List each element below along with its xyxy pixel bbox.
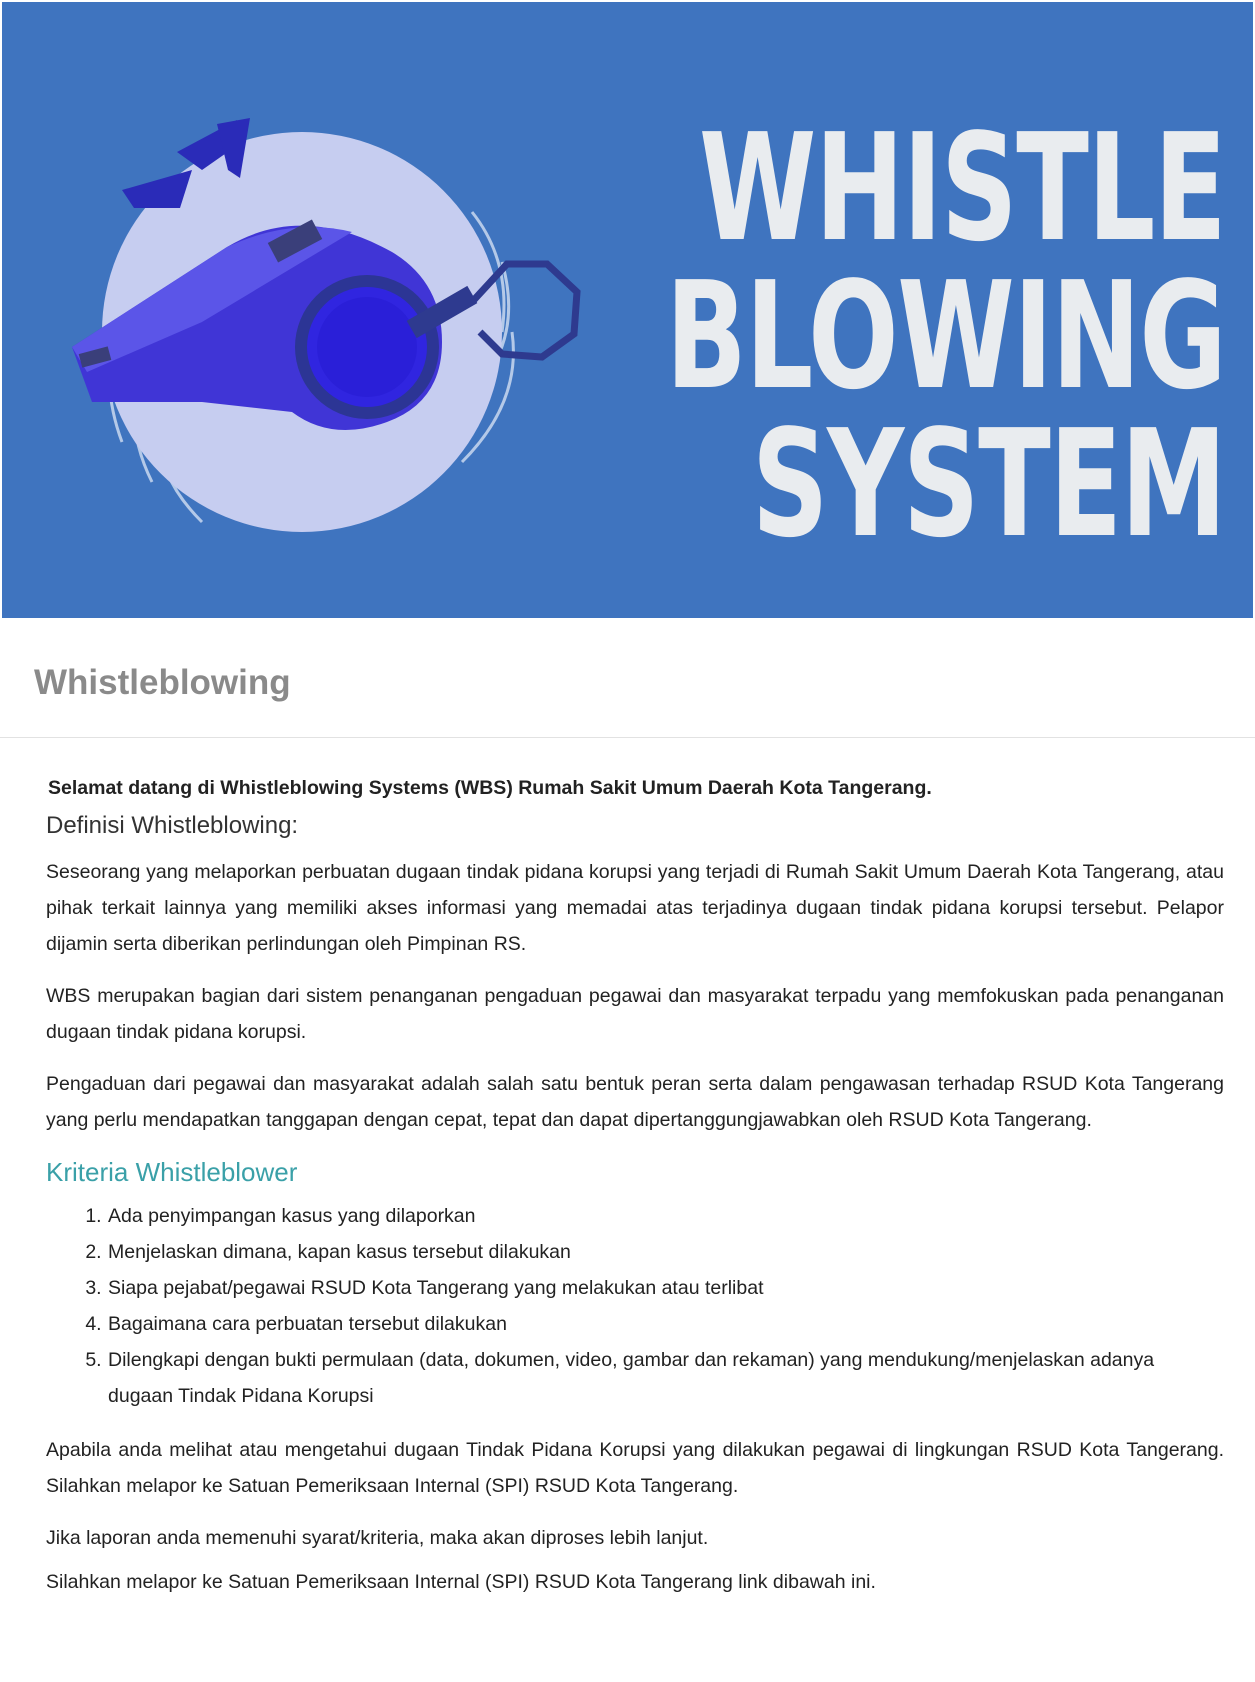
article-content: [46, 770, 1224, 1608]
criteria-item: 3. Siapa pejabat/pegawai RSUD Kota Tangerang yang melakukan atau terlibat: [107, 1270, 1224, 1306]
report-link-paragraph: Silahkan melapor ke Satuan Pemeriksaan Internal (SPI) RSUD Kota Tangerang link dibawah ini.: [46, 1571, 876, 1593]
criteria-title: Kriteria Whistleblower: [46, 1157, 298, 1187]
definition-title: Definisi Whistleblowing:: [46, 812, 299, 839]
report-paragraph: Apabila anda melihat atau mengetahui dugaan Tindak Pidana Korupsi yang dilakukan pegawai di lingkungan RSUD Kota Tangerang. Silahkan melapor ke Satuan Pemeriksaan Internal (SPI) RSUD Kota Tangerang.: [46, 1439, 1224, 1497]
divider: [0, 737, 1255, 738]
banner-title-line-3: SYSTEM: [751, 398, 1225, 570]
complaint-paragraph: Pengaduan dari pegawai dan masyarakat adalah salah satu bentuk peran serta dalam pengawasan terhadap RSUD Kota Tangerang yang perlu mendapatkan tanggapan dengan cepat, tepat dan dapat dipertanggungjawabkan oleh RSUD Kota Tangerang.: [46, 1073, 1224, 1131]
criteria-item: 2. Menjelaskan dimana, kapan kasus tersebut dilakukan: [107, 1234, 1224, 1270]
banner: [2, 2, 1253, 618]
criteria-item: 4. Bagaimana cara perbuatan tersebut dilakukan: [107, 1306, 1224, 1342]
wbs-paragraph: WBS merupakan bagian dari sistem penanganan pengaduan pegawai dan masyarakat terpadu yang memfokuskan pada penanganan dugaan tindak pidana korupsi.: [46, 985, 1224, 1043]
criteria-item: 5. Dilengkapi dengan bukti permulaan (data, dokumen, video, gambar dan rekaman) yang mendukung/menjelaskan adanya dugaan Tindak Pidana Korupsi: [107, 1342, 1224, 1414]
criteria-list: [46, 1198, 1224, 1414]
banner-title-line-2: BLOWING: [665, 250, 1225, 422]
welcome-text: Selamat datang di Whistleblowing Systems (WBS) Rumah Sakit Umum Daerah Kota Tangerang.: [48, 777, 932, 799]
criteria-item: 1. Ada penyimpangan kasus yang dilaporkan: [107, 1198, 1224, 1234]
banner-title: [448, 102, 1225, 570]
process-paragraph: Jika laporan anda memenuhi syarat/kriteria, maka akan diproses lebih lanjut.: [46, 1527, 709, 1549]
page-title: Whistleblowing: [34, 663, 291, 702]
banner-title-line-1: WHISTLE: [698, 102, 1225, 274]
definition-paragraph: Seseorang yang melaporkan perbuatan dugaan tindak pidana korupsi yang terjadi di Rumah Sakit Umum Daerah Kota Tangerang, atau pihak terkait lainnya yang memiliki akses informasi yang memadai atas terjadinya dugaan tindak pidana korupsi tersebut. Pelapor dijamin serta diberikan perlindungan oleh Pimpinan RS.: [46, 861, 1224, 955]
